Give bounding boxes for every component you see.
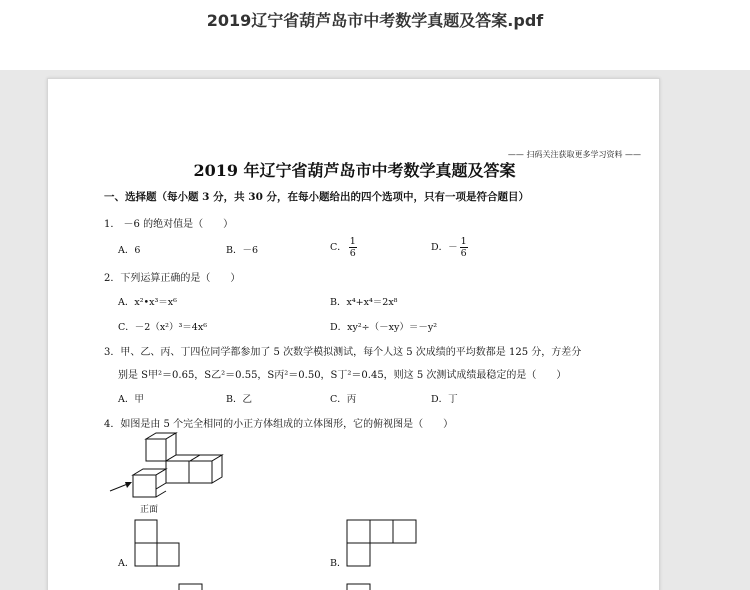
- option-d-label: D．－: [431, 242, 458, 253]
- question-4-option-a: A．: [118, 558, 135, 569]
- question-3-stem-line-2: 别是 S甲²＝0.65，S乙²＝0.55，S丙²＝0.50，S丁²＝0.45，则这 5 次测试成绩最稳定的是（ ）: [118, 370, 567, 381]
- option-a-top-view: [134, 519, 184, 569]
- fraction-numerator: 1: [349, 236, 356, 247]
- question-2-stem: 2．下列运算正确的是（ ）: [104, 273, 241, 284]
- front-view-label: 正面: [140, 505, 159, 515]
- question-1-option-b: B．－6: [226, 245, 259, 256]
- top-bar: [0, 0, 750, 70]
- fraction-denominator: 6: [349, 248, 356, 259]
- question-1-option-a: A．6: [118, 245, 141, 256]
- cube-figure: [108, 431, 228, 511]
- fraction-numerator: 1: [460, 236, 467, 247]
- option-c-label: C．: [330, 242, 347, 253]
- document-title: 2019 年辽宁省葫芦岛市中考数学真题及答案: [193, 161, 516, 180]
- question-2-option-a: A．x²•x³＝x⁶: [118, 297, 177, 308]
- section-heading: 一、选择题（每小题 3 分，共 30 分，在每小题给出的四个选项中，只有一项是符合题目）: [104, 191, 530, 203]
- question-3-option-a: A．甲: [118, 394, 144, 405]
- document-page[interactable]: [47, 78, 660, 590]
- question-3-stem-line-1: 3．甲、乙、丙、丁四位同学都参加了 5 次数学模拟测试，每个人这 5 次成绩的平均数都是 125 分，方差分: [104, 347, 582, 358]
- question-2-option-b: B．x⁴+x⁴＝2x⁸: [330, 297, 398, 308]
- question-3-option-c: C．丙: [330, 394, 357, 405]
- question-3-option-b: B．乙: [226, 394, 252, 405]
- question-1-stem: 1． －6 的绝对值是（ ）: [104, 219, 234, 230]
- watermark-text: —— 扫码关注获取更多学习资料 ——: [507, 150, 641, 159]
- question-2-option-c: C．－2（x²）³＝4x⁶: [118, 322, 207, 333]
- option-c-top-view-partial: [178, 583, 208, 590]
- fraction-denominator: 6: [460, 248, 467, 259]
- question-1-option-c: [330, 236, 357, 259]
- option-b-top-view: [346, 519, 420, 569]
- question-4-option-b: B．: [330, 558, 347, 569]
- fraction: [349, 236, 357, 259]
- question-2-option-d: D．xy²÷（－xy）＝－y²: [330, 322, 438, 333]
- fraction: [460, 236, 468, 259]
- question-3-option-d: D．丁: [431, 394, 458, 405]
- question-4-stem: 4．如图是由 5 个完全相同的小正方体组成的立体图形，它的俯视图是（ ）: [104, 419, 454, 430]
- question-1-option-d: [431, 236, 468, 259]
- option-d-top-view-partial: [346, 583, 376, 590]
- file-title: 2019辽宁省葫芦岛市中考数学真题及答案.pdf: [206, 11, 544, 30]
